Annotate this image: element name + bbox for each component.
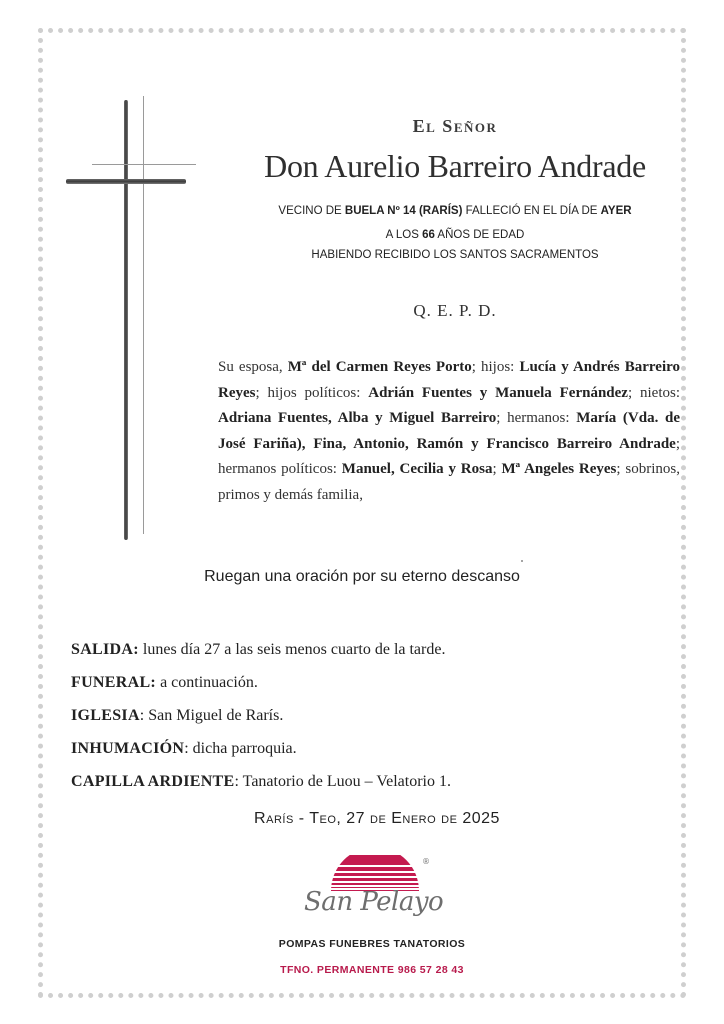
detail-inhumacion: [71, 732, 691, 765]
detail-label: SALIDA:: [71, 641, 139, 658]
info-day: AYER: [600, 205, 632, 217]
info-text: FALLECIÓ EN EL DÍA DE: [462, 205, 601, 217]
cross-vertical-bar: [124, 100, 128, 540]
cross-horizontal-bar: [66, 179, 186, 184]
family-name: Adrián Fuentes y Manuela Fernández: [368, 384, 628, 401]
deceased-name: Don Aurelio Barreiro Andrade: [264, 148, 646, 184]
detail-value: a continuación.: [156, 674, 258, 691]
detail-label: CAPILLA ARDIENTE: [71, 773, 235, 790]
company-name: POMPAS FUNEBRES TANATORIOS: [278, 938, 466, 950]
family-name: Lucía y Andrés Barreiro Reyes: [218, 359, 681, 401]
place-date: Rarís - Teo, 27 de Enero de 2025: [254, 810, 500, 827]
registered-mark: ®: [422, 857, 430, 866]
detail-value: : Tanatorio de Luou – Velatorio 1.: [234, 773, 451, 790]
info-line-2: [215, 229, 695, 241]
detail-iglesia: [71, 699, 691, 732]
phone-number: TFNO. PERMANENTE 986 57 28 43: [280, 964, 464, 976]
detail-funeral: [71, 666, 691, 699]
family-text: ; hermanos:: [496, 410, 577, 426]
family-text: ; sobrinos, primos y demás familia,: [218, 461, 680, 503]
detail-label: IGLESIA: [71, 707, 140, 724]
detail-label: INHUMACIÓN: [71, 740, 185, 757]
family-name: María (Vda. de José Fariña), Fina, Antonio, Ramón y Francisco Barreiro Andrade: [218, 410, 681, 452]
detail-value: : San Miguel de Rarís.: [139, 707, 284, 724]
service-details: [71, 633, 691, 798]
family-paragraph: [218, 355, 680, 508]
stray-dot: [521, 560, 523, 562]
info-text: A LOS: [385, 229, 423, 241]
info-text: VECINO DE: [278, 205, 345, 217]
family-text: ; hermanos políticos:: [218, 435, 680, 477]
info-line-3: HABIENDO RECIBIDO LOS SANTOS SACRAMENTOS: [311, 249, 599, 261]
prayer-request: Ruegan una oración por su eterno descanso: [204, 568, 520, 585]
family-text: ; hijos:: [471, 359, 520, 375]
qepd-text: Q. E. P. D.: [413, 301, 497, 320]
detail-value: lunes día 27 a las seis menos cuarto de la tarde.: [138, 641, 446, 658]
detail-salida: [71, 633, 691, 666]
detail-label: FUNERAL:: [71, 674, 157, 691]
info-age: 66: [422, 229, 435, 241]
logo-text: San Pelayo: [304, 887, 444, 917]
company-logo: [280, 855, 460, 935]
family-name: Manuel, Cecilia y Rosa: [341, 461, 493, 477]
detail-value: : dicha parroquia.: [184, 740, 297, 757]
family-name: Adriana Fuentes, Alba y Miguel Barreiro: [218, 410, 497, 426]
info-text: AÑOS DE EDAD: [434, 229, 525, 241]
family-name: Mª Angeles Reyes: [501, 461, 617, 477]
detail-capilla: [71, 765, 691, 798]
cross-horizontal-line: [92, 164, 196, 165]
info-address: BUELA Nº 14 (RARÍS): [344, 205, 463, 217]
family-text: ; nietos:: [627, 384, 680, 401]
family-text: ;: [492, 461, 502, 477]
family-text: ; hijos políticos:: [255, 384, 369, 401]
cross-vertical-line: [143, 96, 144, 534]
info-line-1: [215, 205, 695, 217]
title-small: El Señor: [412, 116, 498, 136]
family-text: Su esposa,: [218, 359, 288, 375]
family-name: Mª del Carmen Reyes Porto: [287, 359, 472, 375]
